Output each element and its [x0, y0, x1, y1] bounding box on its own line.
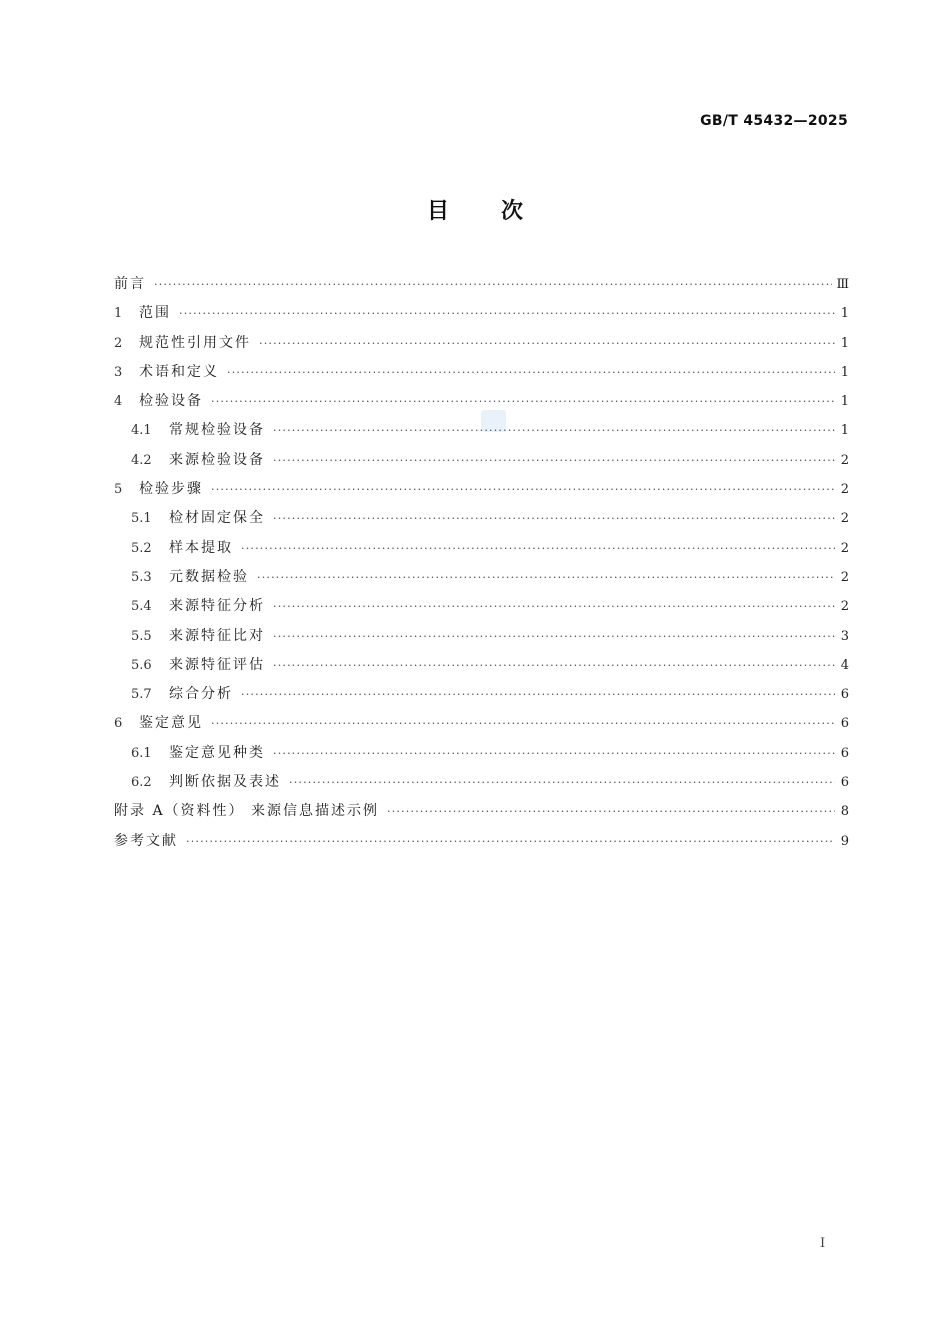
toc-entry-number: 6.1: [131, 745, 152, 761]
toc-entry[interactable]: [114, 534, 849, 563]
toc-entry[interactable]: [114, 329, 849, 358]
standard-code: GB/T 45432—2025: [700, 113, 848, 129]
toc-entry-label: 术语和定义: [139, 363, 219, 380]
toc-entry-label: 鉴定意见: [139, 715, 203, 732]
toc-entry-number: 5: [114, 482, 123, 498]
toc-entry-page: 6: [840, 775, 849, 791]
toc-entry-page: 6: [840, 716, 849, 732]
toc-entry-number: 5.2: [131, 540, 152, 556]
toc-entry[interactable]: [114, 475, 849, 504]
toc-entry-page: 1: [840, 423, 849, 439]
toc-entry-page: 2: [840, 540, 849, 556]
toc-entry[interactable]: [114, 504, 849, 533]
page-number: I: [820, 1236, 826, 1251]
toc-entry-number: 3: [114, 364, 123, 380]
toc-leader-dots: [186, 827, 835, 856]
toc-entry[interactable]: [114, 827, 849, 856]
toc-entry[interactable]: [114, 768, 849, 797]
toc-entry-page: 9: [840, 833, 849, 849]
toc-entry-page: 6: [840, 687, 849, 703]
toc-entry-page: 3: [840, 628, 849, 644]
toc-entry-label: 检验设备: [139, 393, 203, 410]
toc-entry-number: 5.4: [131, 599, 152, 615]
toc-leader-dots: [273, 592, 835, 621]
toc-entry[interactable]: [114, 387, 849, 416]
toc-entry-label: 前言: [114, 276, 146, 292]
toc-entry[interactable]: [114, 270, 849, 299]
toc-entry-page: Ⅲ: [836, 277, 849, 292]
toc-leader-dots: [227, 358, 835, 387]
toc-leader-dots: [259, 329, 835, 358]
toc-entry-page: 2: [840, 599, 849, 615]
toc-entry-label: 来源检验设备: [169, 451, 265, 468]
toc-entry-label: 检验步骤: [139, 481, 203, 498]
toc-leader-dots: [211, 475, 835, 504]
toc-entry-label: 鉴定意见种类: [169, 744, 265, 761]
toc-entry-label: 元数据检验: [169, 568, 249, 585]
toc-entry-page: 6: [840, 745, 849, 761]
toc-entry-number: 2: [114, 335, 123, 351]
toc-entry[interactable]: [114, 592, 849, 621]
toc-leader-dots: [273, 416, 835, 445]
toc-entry-number: 4.1: [131, 423, 152, 439]
toc-entry-label: 检材固定保全: [169, 510, 265, 527]
toc-entry-page: 2: [840, 569, 849, 585]
toc-leader-dots: [387, 797, 835, 826]
toc-entry[interactable]: [114, 797, 849, 826]
toc-entry-label: 判断依据及表述: [169, 774, 281, 791]
toc-entry-number: 6.2: [131, 775, 152, 791]
toc-leader-dots: [273, 446, 835, 475]
toc-entry-number: 4: [114, 394, 123, 410]
toc-entry-label: 综合分析: [169, 686, 233, 703]
toc-entry-number: 4.2: [131, 452, 152, 468]
toc-leader-dots: [257, 563, 835, 592]
toc-leader-dots: [289, 768, 835, 797]
toc-entry-page: 1: [840, 306, 849, 322]
toc-entry-number: 5.3: [131, 569, 152, 585]
toc-entry-label: 范围: [139, 305, 171, 322]
toc-entry-label: 规范性引用文件: [139, 334, 251, 351]
toc-leader-dots: [241, 680, 835, 709]
toc-entry-page: 2: [840, 511, 849, 527]
toc-entry-page: 4: [840, 657, 849, 673]
toc-leader-dots: [241, 534, 835, 563]
toc-entry[interactable]: [114, 563, 849, 592]
toc-entry-label: 附录 A（资料性） 来源信息描述示例: [114, 803, 380, 820]
toc-entry[interactable]: [114, 709, 849, 738]
toc-entry-label: 参考文献: [114, 832, 178, 849]
toc-entry-number: 1: [114, 306, 123, 322]
toc-entry-label: 来源特征比对: [169, 627, 265, 644]
toc-entry[interactable]: [114, 299, 849, 328]
toc-entry-page: 1: [840, 364, 849, 380]
toc-entry-number: 5.6: [131, 657, 152, 673]
toc-leader-dots: [273, 739, 835, 768]
toc-entry[interactable]: [114, 416, 849, 445]
toc-entry-label: 来源特征分析: [169, 598, 265, 615]
toc-leader-dots: [273, 651, 835, 680]
toc-entry-number: 5.1: [131, 511, 152, 527]
toc-entry[interactable]: [114, 739, 849, 768]
toc-entry-page: 2: [840, 482, 849, 498]
toc-entry[interactable]: [114, 358, 849, 387]
toc-entry-page: 1: [840, 394, 849, 410]
toc-entry-number: 5.7: [131, 687, 152, 703]
toc-leader-dots: [273, 504, 835, 533]
toc-entry[interactable]: [114, 680, 849, 709]
toc-leader-dots: [179, 299, 835, 328]
toc-entry-number: 5.5: [131, 628, 152, 644]
toc-leader-dots: [211, 709, 835, 738]
toc-entry[interactable]: [114, 651, 849, 680]
toc-leader-dots: [154, 270, 832, 299]
toc-entry-page: 2: [840, 452, 849, 468]
page-title: 目次: [426, 199, 575, 224]
toc-entry-page: 1: [840, 335, 849, 351]
toc-entry-label: 样本提取: [169, 539, 233, 556]
toc-entry-number: 6: [114, 716, 123, 732]
toc-leader-dots: [273, 622, 835, 651]
toc-entry[interactable]: [114, 446, 849, 475]
toc-entry[interactable]: [114, 622, 849, 651]
toc-leader-dots: [211, 387, 835, 416]
toc-entry-label: 来源特征评估: [169, 656, 265, 673]
toc-entry-label: 常规检验设备: [169, 422, 265, 439]
table-of-contents: [114, 270, 849, 856]
toc-entry-page: 8: [840, 804, 849, 820]
